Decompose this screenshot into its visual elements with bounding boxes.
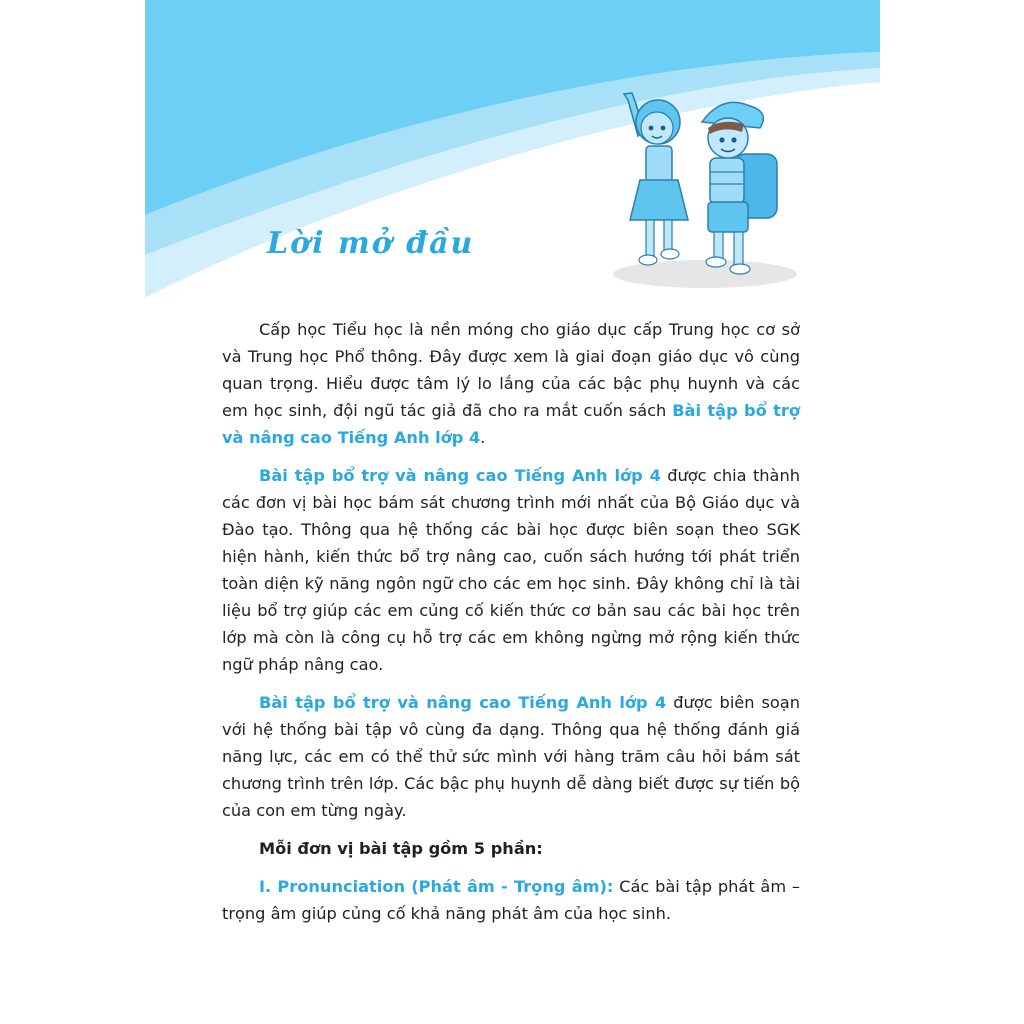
paragraph-1-text: Cấp học Tiểu học là nền móng cho giáo dục cấp Trung học cơ sở và Trung học Phổ thông. Đây được xem là giai đoạn giáo dục vô cùng quan trọng. Hiểu được tâm lý lo lắng của các bậc phụ huynh và các em học sinh, đội ngũ tác giả đã cho ra mắt cuốn sách: [222, 320, 800, 420]
book-title-highlight: Bài tập bổ trợ và nâng cao Tiếng Anh lớp 4: [259, 466, 661, 485]
paragraph-3-text: được biên soạn với hệ thống bài tập vô cùng đa dạng. Thông qua hệ thống đánh giá năng lực, các em có thể thử sức mình với hàng trăm câu hỏi bám sát chương trình trên lớp. Các bậc phụ huynh dễ dàng biết được sự tiến bộ của con em từng ngày.: [222, 693, 800, 820]
section-heading-pronunciation: I. Pronunciation (Phát âm - Trọng âm):: [259, 877, 614, 896]
paragraph-3: [222, 689, 800, 824]
sections-intro: Mỗi đơn vị bài tập gồm 5 phần:: [259, 839, 543, 858]
book-title-highlight: Bài tập bổ trợ và nâng cao Tiếng Anh lớp 4: [259, 693, 667, 712]
paragraph-5: [222, 873, 800, 927]
girl-figure: [624, 93, 688, 265]
paragraph-1: [222, 316, 800, 451]
boy-figure: [702, 102, 777, 274]
paragraph-1-end: .: [480, 428, 486, 447]
paragraph-5-text: Các bài tập phát âm – trọng âm giúp củng cố khả năng phát âm của học sinh.: [222, 877, 800, 923]
children-illustration: [610, 92, 800, 292]
book-title-highlight: Bài tập bổ trợ và nâng cao Tiếng Anh lớp 4: [222, 401, 800, 447]
paragraph-2: [222, 462, 800, 678]
preface-body: [222, 316, 800, 938]
paragraph-4: [222, 835, 800, 862]
page-title: Lời mở đầu: [267, 226, 475, 261]
paragraph-2-text: được chia thành các đơn vị bài học bám sát chương trình mới nhất của Bộ Giáo dục và Đào tạo. Thông qua hệ thống các bài học được biên soạn theo SGK hiện hành, kiến thức bổ trợ nâng cao, cuốn sách hướng tới phát triển toàn diện kỹ năng ngôn ngữ cho các em học sinh. Đây không chỉ là tài liệu bổ trợ giúp các em củng cố kiến thức cơ bản sau các bài học trên lớp mà còn là công cụ hỗ trợ các em không ngừng mở rộng kiến thức ngữ pháp nâng cao.: [222, 466, 800, 674]
page: [145, 0, 880, 1024]
ground-shadow: [613, 260, 797, 288]
